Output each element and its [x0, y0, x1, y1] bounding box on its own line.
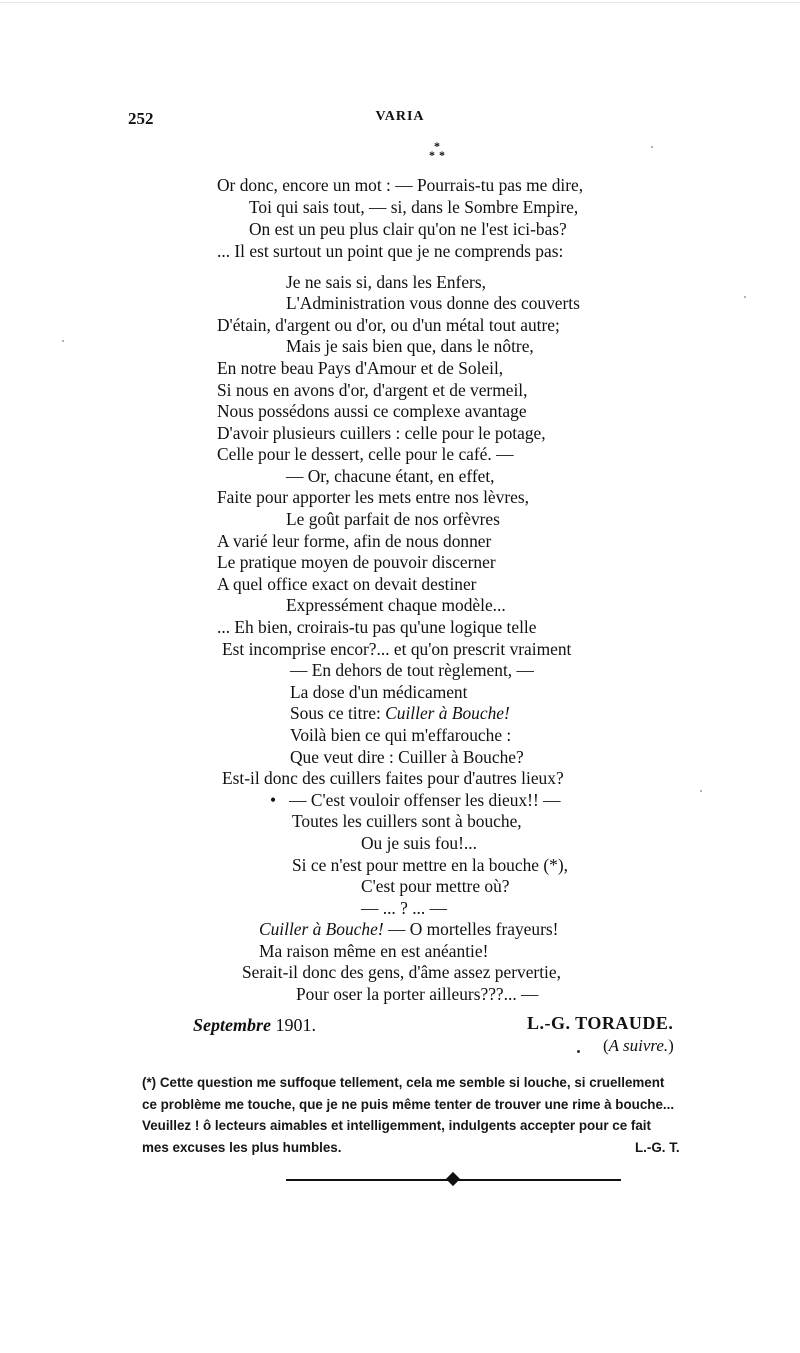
print-speck: [62, 340, 64, 342]
poem-line: Toi qui sais tout, — si, dans le Sombre Empire,: [249, 197, 579, 217]
to-follow-text: A suivre.: [608, 1036, 669, 1055]
poem-line: Ou je suis fou!...: [361, 833, 477, 853]
poem-line-text: Sous ce titre:: [290, 703, 381, 723]
footnote-line: [142, 1137, 764, 1159]
poem-line: — Or, chacune étant, en effet,: [286, 466, 495, 486]
poem-line: Mais je sais bien que, dans le nôtre,: [286, 336, 534, 356]
poem-line: La dose d'un médicament: [290, 682, 468, 702]
cuiller-a-bouche-emphasis: Cuiller à Bouche!: [385, 703, 510, 723]
top-scan-edge: [0, 2, 800, 3]
bullet-mark: •: [270, 790, 277, 810]
poem-line: Or donc, encore un mot : — Pourrais-tu pas me dire,: [217, 175, 584, 195]
poem-line: Le pratique moyen de pouvoir discerner: [217, 552, 496, 572]
poem-line: En notre beau Pays d'Amour et de Soleil,: [217, 358, 504, 378]
poem-line: D'étain, d'argent ou d'or, ou d'un métal tout autre;: [217, 315, 560, 335]
print-speck: [744, 296, 746, 298]
running-title: VARIA: [375, 109, 425, 124]
poem-line: On est un peu plus clair qu'on ne l'est ici-bas?: [249, 219, 567, 239]
footnote: [142, 1072, 764, 1158]
poem-line-text: — O mortelles frayeurs!: [387, 919, 559, 939]
footnote-line-text: mes excuses les plus humbles.: [142, 1139, 342, 1155]
closing-month: Septembre: [193, 1015, 271, 1035]
footnote-line: (*) Cette question me suffoque tellement, cela me semble si louche, si cruellement: [142, 1075, 665, 1090]
poem-line: D'avoir plusieurs cuillers : celle pour le potage,: [217, 423, 546, 443]
diamond-ornament-icon: [446, 1172, 460, 1186]
poem-line: Celle pour le dessert, celle pour le café. —: [217, 444, 514, 464]
cuiller-a-bouche-emphasis: Cuiller à Bouche!: [259, 919, 384, 939]
print-speck: [700, 790, 702, 792]
poem-line: A varié leur forme, afin de nous donner: [217, 531, 492, 551]
poem-line: Je ne sais si, dans les Enfers,: [286, 272, 486, 292]
poem-line: Si nous en avons d'or, d'argent et de vermeil,: [217, 380, 528, 400]
poem-line: Si ce n'est pour mettre en la bouche (*),: [292, 855, 568, 875]
poem-line: — ... ? ... —: [361, 898, 447, 918]
to-be-continued-note: (A suivre.): [603, 1036, 674, 1055]
poem-line: [290, 703, 510, 725]
print-speck: [577, 1050, 580, 1053]
poem-line: ... Eh bien, croirais-tu pas qu'une logique telle: [217, 617, 537, 637]
poem-line: Est-il donc des cuillers faites pour d'autres lieux?: [222, 768, 564, 788]
poem-line: Ma raison même en est anéantie!: [259, 941, 489, 961]
poem-line: Pour oser la porter ailleurs???... —: [296, 984, 539, 1004]
poem-line: [259, 919, 558, 941]
poem-line: Toutes les cuillers sont à bouche,: [292, 811, 522, 831]
poem-line: Est incomprise encor?... et qu'on prescrit vraiment: [222, 639, 572, 659]
poem-line: ... Il est surtout un point que je ne comprends pas:: [217, 241, 564, 261]
poem-line: Nous possédons aussi ce complexe avantage: [217, 401, 527, 421]
footnote-line: ce problème me touche, que je ne puis même tenter de trouver une rime à bouche...: [142, 1096, 675, 1112]
author-signature: L.-G. TORAUDE.: [527, 1013, 674, 1033]
poem-line: [270, 790, 561, 812]
asterism-ornament: * * *: [429, 139, 445, 162]
page-number: 252: [128, 109, 154, 128]
poem-line-text: — C'est vouloir offenser les dieux!! —: [289, 790, 561, 810]
closing-date: [193, 1015, 316, 1036]
poem-line: Que veut dire : Cuiller à Bouche?: [290, 747, 524, 767]
closing-year: 1901.: [275, 1015, 316, 1035]
poem-line: Faite pour apporter les mets entre nos lèvres,: [217, 487, 529, 507]
poem-line: — En dehors de tout règlement, —: [290, 660, 534, 680]
footnote-signature: L.-G. T.: [635, 1139, 680, 1155]
footnote-line: Veuillez ! ô lecteurs aimables et intelligemment, indulgents accepter pour ce fait: [142, 1118, 651, 1133]
poem-line: Serait-il donc des gens, d'âme assez pervertie,: [242, 962, 561, 982]
print-speck: [651, 146, 653, 148]
poem-line: Voilà bien ce qui m'effarouche :: [290, 725, 512, 745]
poem-line: C'est pour mettre où?: [361, 876, 510, 896]
poem-line: A quel office exact on devait destiner: [217, 574, 477, 594]
poem-line: Expressément chaque modèle...: [286, 595, 506, 615]
poem-line: L'Administration vous donne des couverts: [286, 293, 580, 313]
poem-line: Le goût parfait de nos orfèvres: [286, 509, 500, 529]
